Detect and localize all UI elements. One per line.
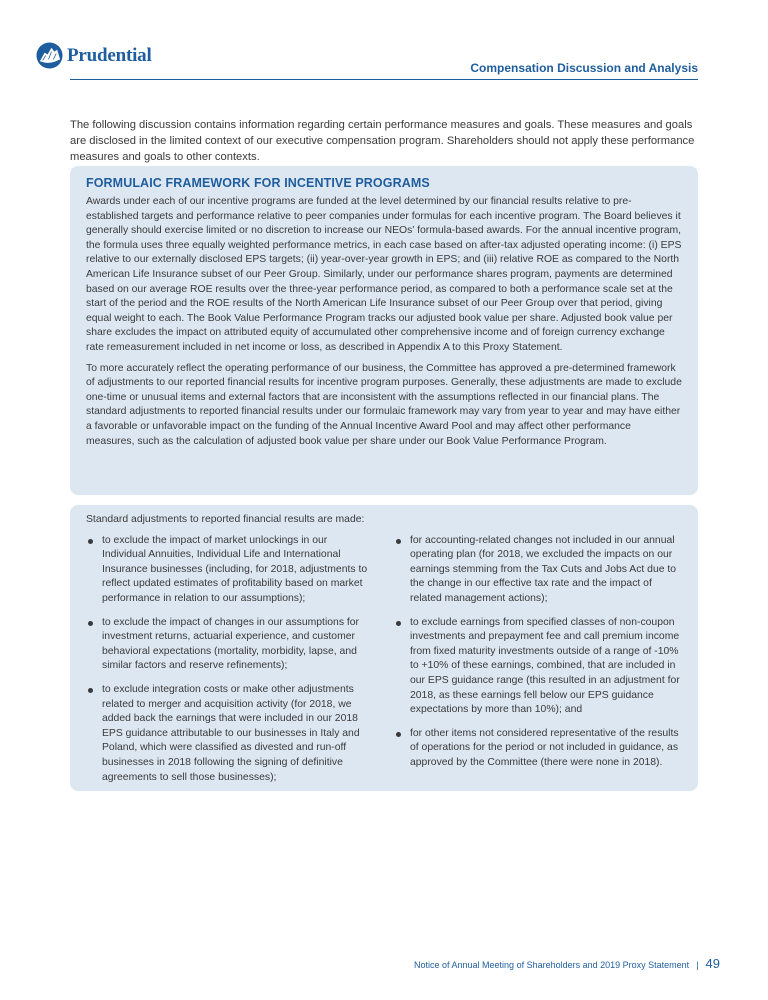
list-item: to exclude integration costs or make other adjustments related to merger and acquisition activity (for 2018, we added back the earnings that were included in our 2018 EPS guidance attributable to our businesses in Italy and Poland, which were classified as divested and run-off businesses in 2018 following the signing of definitive agreements to sell those businesses); <box>86 683 374 785</box>
intro-paragraph: The following discussion contains information regarding certain performance measures and goals. These measures and goals are disclosed in the limited context of our executive compensation program. Shareholders should not apply these performance measures and goals to other contexts. <box>70 119 695 164</box>
list-item: for accounting-related changes not included in our annual operating plan (for 2018, we excluded the impacts on our earnings stemming from the Tax Cuts and Jobs Act due to the change in our effective tax rate and the impact of related management actions); <box>394 534 682 607</box>
framework-title: FORMULAIC FRAMEWORK FOR INCENTIVE PROGRAMS <box>86 176 430 190</box>
logo-text: Prudential <box>67 44 152 66</box>
framework-box <box>70 166 698 495</box>
footer-separator: | <box>696 960 699 970</box>
adjustments-columns <box>86 534 682 795</box>
footer-text: Notice of Annual Meeting of Shareholders and 2019 Proxy Statement <box>414 960 690 970</box>
list-item: for other items not considered representative of the results of operations for the period or not included in guidance, as approved by the Committee (there were none in 2018). <box>394 727 682 771</box>
adjustments-box <box>70 505 698 791</box>
adjustments-list <box>86 534 374 786</box>
rock-of-gibraltar-icon <box>36 42 63 69</box>
framework-paragraph: Awards under each of our incentive programs are funded at the level determined by our financial results relative to pre-established targets and performance relative to peer companies under formulas for each incentive program. The Board believes it generally should exercise limited or no discretion to increase our NEOs’ formula-based awards. For the annual incentive program, the formula uses three equally weighted performance metrics, in each case based on after-tax adjusted operating income: (i) EPS relative to our externally disclosed EPS targets; (ii) year-over-year growth in EPS; and (iii) relative ROE as compared to the North American Life Insurance subset of our Peer Group. Similarly, under our performance shares program, payments are determined based on our average ROE results over the three-year performance period, as compared to both a performance scale set at the start of the period and the ROE results of the North American Life Insurance subset of our Peer Group over that period, giving equal weight to each. The Book Value Performance Program tracks our adjusted book value per share. Adjusted book value per share excludes the impact on attributed equity of accumulated other comprehensive income and of foreign currency exchange rate remeasurement included in net income or loss, as described in Appendix A to this Proxy Statement. <box>86 196 682 353</box>
page-footer <box>414 956 720 971</box>
list-item: to exclude the impact of changes in our assumptions for investment returns, actuarial experience, and customer behavioral expectations (mortality, morbidity, lapse, and similar factors and reserve refinements); <box>86 616 374 674</box>
logo <box>36 42 152 69</box>
adjustments-left-column <box>86 534 374 795</box>
framework-paragraph: To more accurately reflect the operating performance of our business, the Committee has approved a pre-determined framework of adjustments to our reported financial results for incentive program purposes. Generally, these adjustments are made to exclude one-time or unusual items and external factors that are inconsistent with the assumptions reflected in our financial plans. The standard adjustments to reported financial results under our formulaic framework may vary from year to year and may have either a favorable or unfavorable impact on the funding of the Annual Incentive Award Pool and may affect other performance measures, such as the calculation of adjusted book value per share under our Book Value Performance Program. <box>86 362 682 447</box>
adjustments-intro: Standard adjustments to reported financial results are made: <box>86 514 365 525</box>
adjustments-list <box>394 534 682 771</box>
list-item: to exclude the impact of market unlockings in our Individual Annuities, Individual Life and International Insurance businesses (including, for 2018, adjustments to reflect updated estimates of profitability based on market performance in relation to our assumptions); <box>86 534 374 607</box>
adjustments-right-column <box>394 534 682 795</box>
header-divider <box>70 79 698 80</box>
list-item: to exclude earnings from specified classes of non-coupon investments and prepayment fee and call premium income from fixed maturity investments outside of a range of -10% to +10% of these earnings, combined, that are included in our EPS guidance range (this resulted in an adjustment for 2018, as these earnings fell below our EPS guidance expectations by more than 10%); and <box>394 616 682 718</box>
page-number: 49 <box>705 956 720 971</box>
section-title: Compensation Discussion and Analysis <box>470 61 698 75</box>
